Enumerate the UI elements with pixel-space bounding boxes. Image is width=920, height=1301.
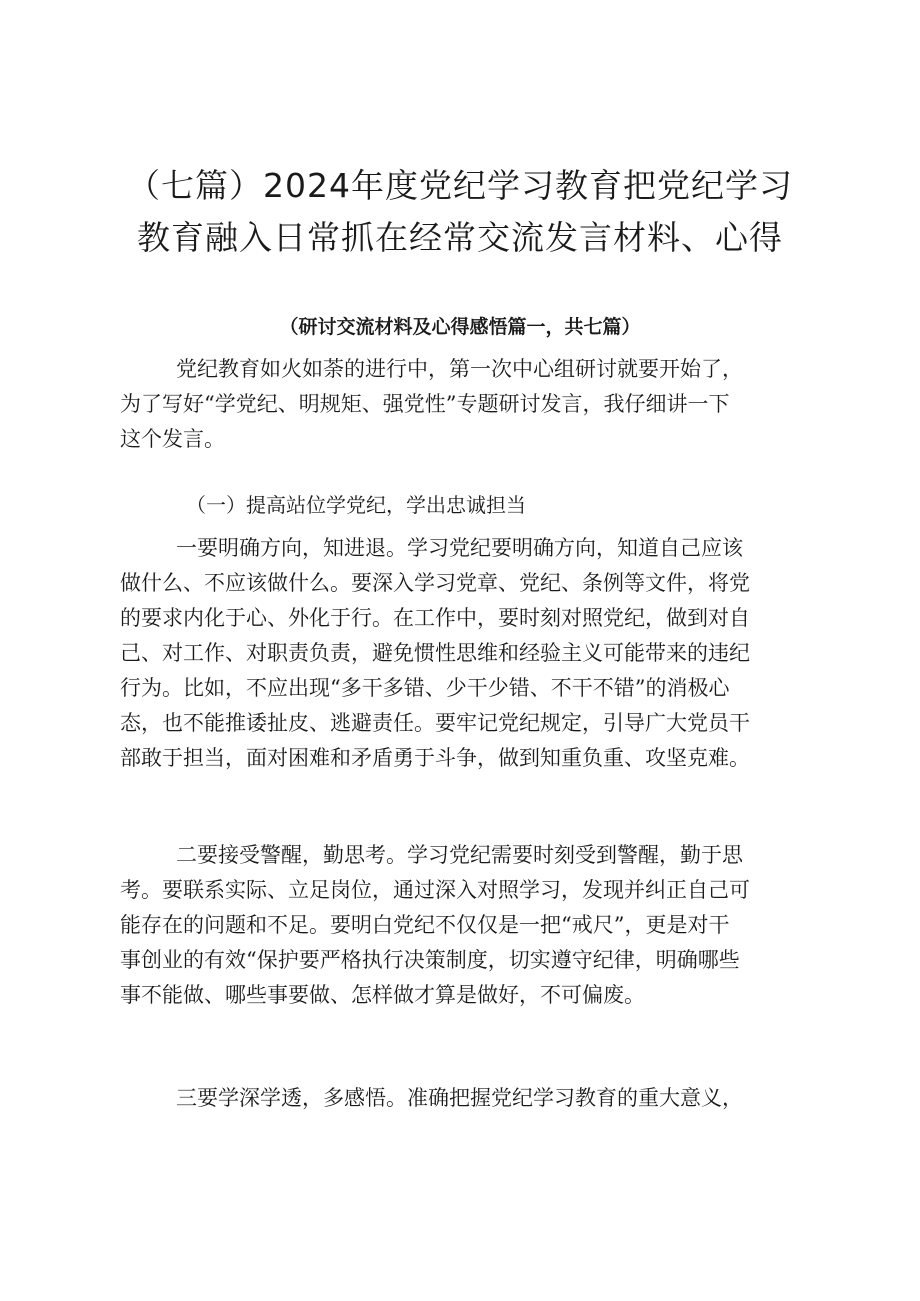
section-heading: （一）提高站位学党纪，学出忠诚担当 bbox=[186, 493, 526, 517]
paragraph-line: 态，也不能推诿扯皮、逃避责任。要牢记党纪规定，引导广大党员干 bbox=[120, 711, 750, 735]
intro-paragraph bbox=[120, 352, 810, 457]
document-title-line-1: （七篇）2024年度党纪学习教育把党纪学习 bbox=[127, 166, 793, 205]
paragraph-line: 为了写好“学党纪、明规矩、强党性”专题研讨发言，我仔细讲一下 bbox=[120, 392, 730, 416]
paragraph-3 bbox=[120, 1081, 810, 1116]
paragraph-line: 能存在的问题和不足。要明白党纪不仅仅是一把“戒尺”，更是对干 bbox=[120, 913, 730, 937]
paragraph-line: 事不能做、哪些事要做、怎样做才算是做好，不可偏废。 bbox=[120, 983, 645, 1007]
paragraph-line: 这个发言。 bbox=[120, 427, 225, 451]
paragraph-line: 己、对工作、对职责负责，避免惯性思维和经验主义可能带来的违纪 bbox=[120, 641, 750, 665]
document-subtitle: （研讨交流材料及心得感悟篇一，共七篇） bbox=[279, 316, 641, 338]
paragraph-line: 事创业的有效“保护要严格执行决策制度，切实遵守纪律，明确哪些 bbox=[120, 948, 740, 972]
paragraph-line: 考。要联系实际、立足岗位，通过深入对照学习，发现并纠正自己可 bbox=[120, 878, 750, 902]
document-title-line-2: 教育融入日常抓在经常交流发言材料、心得 bbox=[137, 218, 783, 257]
paragraph-line: 做什么、不应该做什么。要深入学习党章、党纪、条例等文件，将党 bbox=[120, 571, 750, 595]
paragraph-line: 三要学深学透，多感悟。准确把握党纪学习教育的重大意义， bbox=[176, 1086, 743, 1110]
paragraph-line: 二要接受警醒，勤思考。学习党纪需要时刻受到警醒，勤于思 bbox=[176, 843, 743, 867]
paragraph-line: 一要明确方向，知进退。学习党纪要明确方向，知道自己应该 bbox=[176, 536, 743, 560]
paragraph-line: 党纪教育如火如荼的进行中，第一次中心组研讨就要开始了， bbox=[176, 357, 743, 381]
paragraph-line: 的要求内化于心、外化于行。在工作中，要时刻对照党纪，做到对自 bbox=[120, 606, 750, 630]
paragraph-2 bbox=[120, 838, 810, 1013]
paragraph-line: 部敢于担当，面对困难和矛盾勇于斗争，做到知重负重、攻坚克难。 bbox=[120, 746, 750, 770]
paragraph-line: 行为。比如，不应出现“多干多错、少干少错、不干不错”的消极心 bbox=[120, 676, 730, 700]
paragraph-1 bbox=[120, 531, 810, 776]
